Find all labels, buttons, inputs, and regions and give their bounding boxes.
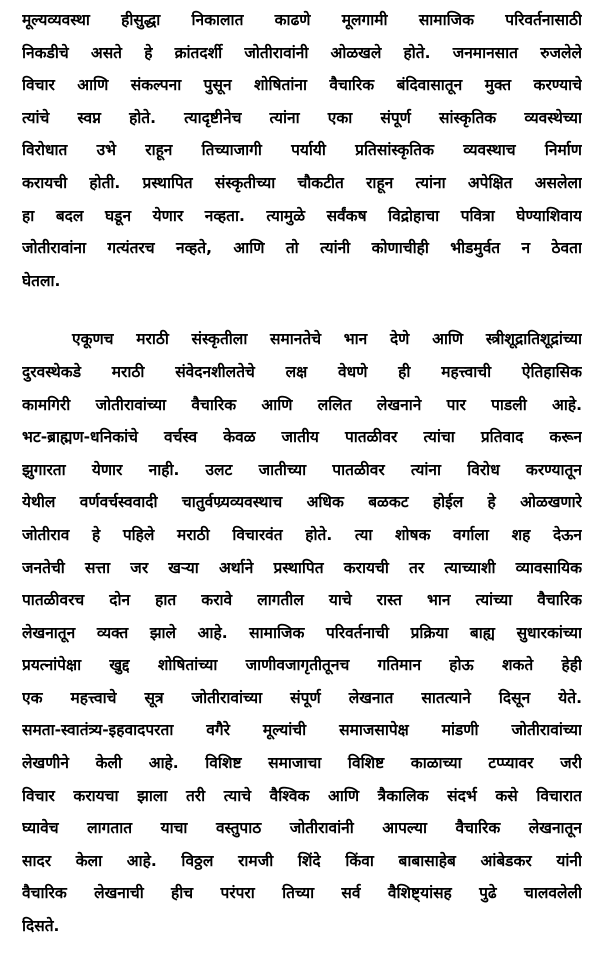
paragraph-spacer <box>22 297 582 323</box>
text-line: निकडीचे असते हे क्रांतदर्शी जोतीरावांनी ओळखले होते. जनमानसात रुजलेले <box>22 43 582 62</box>
text-line: जोतीरावांना गत्यंतरच नव्हते, आणि तो त्यांनी कोणाचीही भीडमुर्वत न ठेवता <box>22 239 582 258</box>
text-line: दुरवस्थेकडे मराठी संवेदनशीलतेचे लक्ष वेधणे ही महत्त्वाची ऐतिहासिक <box>22 362 582 381</box>
text-line: हा बदल घडून येणार नव्हता. त्यामुळे सर्वंकष विद्रोहाचा पवित्रा घेण्याशिवाय <box>22 206 582 225</box>
paragraph-2 <box>22 323 582 942</box>
text-line: लेखनातून व्यक्त झाले आहे. सामाजिक परिवर्तनाची प्रक्रिया बाह्य सुधारकांच्या <box>22 623 582 642</box>
text-line: करायची होती. प्रस्थापित संस्कृतीच्या चौकटीत राहून त्यांना अपेक्षित असलेला <box>22 173 582 192</box>
text-line: दिसते. <box>22 917 60 936</box>
text-line: एक महत्त्वाचे सूत्र जोतीरावांच्या संपूर्ण लेखनात सातत्याने दिसून येते. <box>22 688 582 707</box>
text-line: घेतला. <box>22 271 61 290</box>
text-line: समता-स्वातंत्र्य-इहवादपरता वगैरे मूल्यांची समाजसापेक्ष मांडणी जोतीरावांच्या <box>22 721 582 740</box>
text-line: भट-ब्राह्मण-धनिकांचे वर्चस्व केवळ जातीय पातळीवर त्यांचा प्रतिवाद करून <box>22 428 582 447</box>
text-line: घ्यावेच लागतात याचा वस्तुपाठ जोतीरावांनी आपल्या वैचारिक लेखनातून <box>22 819 582 838</box>
text-line: विरोधात उभे राहून तिच्याजागी पर्यायी प्रतिसांस्कृतिक व्यवस्थाच निर्माण <box>22 141 582 160</box>
text-line: एकूणच मराठी संस्कृतीला समानतेचे भान देणे आणि स्त्रीशूद्रातिशूद्रांच्या <box>72 330 582 349</box>
text-line: पातळीवरच दोन हात करावे लागतील याचे रास्त भान त्यांच्या वैचारिक <box>22 591 582 610</box>
text-line: कामगिरी जोतीरावांच्या वैचारिक आणि ललित लेखनाने पार पाडली आहे. <box>22 395 582 414</box>
text-line: वैचारिक लेखनाची हीच परंपरा तिच्या सर्व वैशिष्ट्यांसह पुढे चालवलेली <box>22 884 582 903</box>
paragraph-1 <box>22 4 582 297</box>
text-line: विचार आणि संकल्पना पुसून शोषितांना वैचारिक बंदिवासातून मुक्त करण्याचे <box>22 76 582 95</box>
text-line: लेखणीने केली आहे. विशिष्ट समाजाचा विशिष्ट काळाच्या टप्प्यावर जरी <box>22 754 582 773</box>
text-line: विचार करायचा झाला तरी त्याचे वैश्विक आणि त्रैकालिक संदर्भ कसे विचारात <box>22 786 582 805</box>
text-line: जनतेची सत्ता जर खऱ्या अर्थाने प्रस्थापित करायची तर त्याच्याशी व्यावसायिक <box>22 558 582 577</box>
text-line: सादर केला आहे. विठ्ठल रामजी शिंदे किंवा बाबासाहेब आंबेडकर यांनी <box>22 851 582 870</box>
text-line: मूल्यव्यवस्था हीसुद्धा निकालात काढणे मूलगामी सामाजिक परिवर्तनासाठी <box>22 11 582 29</box>
document-page <box>22 4 582 943</box>
text-line: प्रयत्नांपेक्षा खुद्द शोषितांच्या जाणीवजागृतीतूनच गतिमान होऊ शकते हेही <box>22 656 582 675</box>
text-line: येथील वर्णवर्चस्ववादी चातुर्वण्र्यव्यवस्थाच अधिक बळकट होईल हे ओळखणारे <box>22 493 582 512</box>
text-line: जोतीराव हे पहिले मराठी विचारवंत होते. त्या शोषक वर्गाला शह देऊन <box>22 525 582 544</box>
text-line: झुगारता येणार नाही. उलट जातीच्या पातळीवर त्यांना विरोध करण्यातून <box>22 460 582 479</box>
text-line: त्यांचे स्वप्न होते. त्यादृष्टीनेच त्यांना एका संपूर्ण सांस्कृतिक व्यवस्थेच्या <box>22 108 582 127</box>
